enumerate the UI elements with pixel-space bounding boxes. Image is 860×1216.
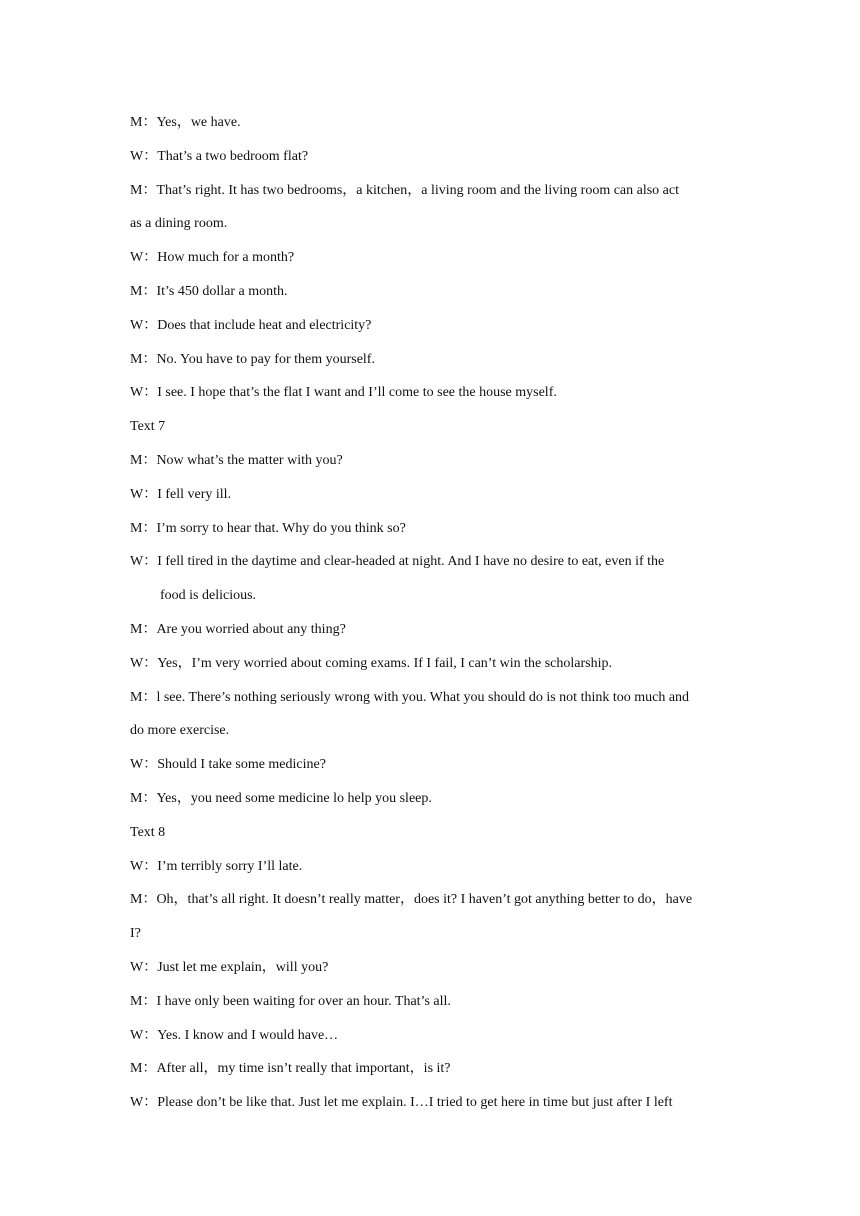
dialogue-line: M：That’s right. It has two bedrooms，a kitchen，a living room and the living room can also act bbox=[130, 182, 680, 198]
dialogue-line: M：Yes，you need some medicine lo help you sleep. bbox=[130, 790, 432, 806]
dialogue-line-continuation: do more exercise. bbox=[130, 723, 230, 739]
dialogue-line: W：Please don’t be like that. Just let me explain. I…I tried to get here in time but just after I left bbox=[130, 1095, 673, 1111]
section-heading-text-7: Text 7 bbox=[130, 419, 166, 435]
dialogue-line: M：Are you worried about any thing? bbox=[130, 621, 346, 637]
dialogue-line: M：I have only been waiting for over an hour. That’s all. bbox=[130, 993, 451, 1009]
dialogue-line: W：Should I take some medicine? bbox=[130, 757, 326, 773]
document-page bbox=[130, 106, 740, 1120]
dialogue-line: M：Now what’s the matter with you? bbox=[130, 452, 343, 468]
dialogue-line: W：Does that include heat and electricity? bbox=[130, 317, 372, 333]
dialogue-line: W：Yes. I know and I would have… bbox=[130, 1027, 339, 1043]
dialogue-line: W：I’m terribly sorry I’ll late. bbox=[130, 858, 303, 874]
dialogue-line: W：How much for a month? bbox=[130, 250, 295, 266]
dialogue-line: M：It’s 450 dollar a month. bbox=[130, 283, 288, 299]
dialogue-line: M：I’m sorry to hear that. Why do you think so? bbox=[130, 520, 406, 536]
dialogue-line: W：I see. I hope that’s the flat I want and I’ll come to see the house myself. bbox=[130, 385, 557, 401]
dialogue-line: M：Oh，that’s all right. It doesn’t really matter，does it? I haven’t got anything better to do，have bbox=[130, 892, 693, 908]
dialogue-line: M：After all，my time isn’t really that important，is it? bbox=[130, 1061, 451, 1077]
section-heading-text-8: Text 8 bbox=[130, 824, 166, 840]
dialogue-line: W：I fell tired in the daytime and clear-headed at night. And I have no desire to eat, even if the bbox=[130, 554, 665, 570]
dialogue-line: M：l see. There’s nothing seriously wrong with you. What you should do is not think too much and bbox=[130, 689, 690, 705]
dialogue-line-continuation: I? bbox=[130, 926, 141, 942]
dialogue-line: M：No. You have to pay for them yourself. bbox=[130, 351, 375, 367]
dialogue-line: W：Just let me explain，will you? bbox=[130, 959, 329, 975]
dialogue-line: M：Yes，we have. bbox=[130, 115, 241, 130]
dialogue-line: W：Yes，I’m very worried about coming exams. If I fail, I can’t win the scholarship. bbox=[130, 655, 612, 671]
dialogue-line: W：That’s a two bedroom flat? bbox=[130, 148, 309, 164]
dialogue-line-continuation: as a dining room. bbox=[130, 216, 228, 232]
dialogue-line-continuation: food is delicious. bbox=[160, 588, 257, 604]
dialogue-line: W：I fell very ill. bbox=[130, 486, 232, 502]
